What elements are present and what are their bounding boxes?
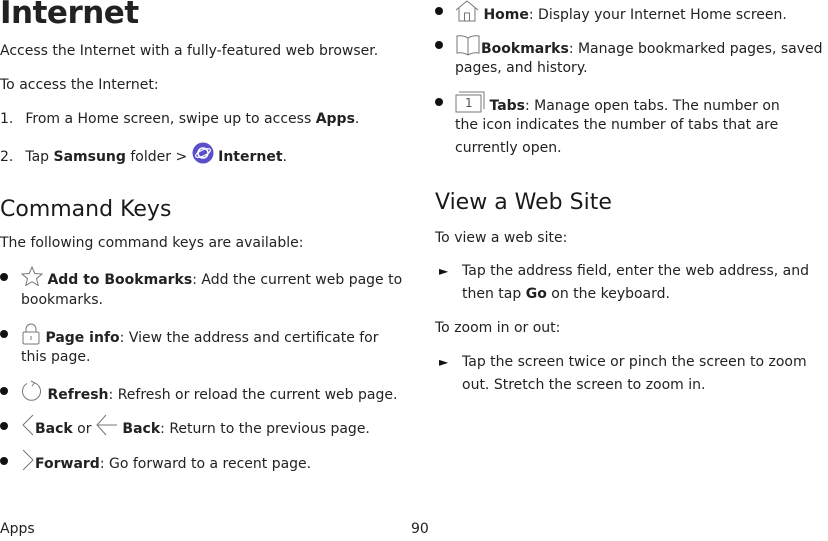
- chevron-left-icon: [21, 414, 35, 444]
- step-text: From a Home screen, swipe up to access: [25, 111, 316, 127]
- key-add-bookmark: Add to Bookmarks: Add the current web page to: [21, 266, 402, 294]
- zoom-intro: To zoom in or out:: [435, 320, 561, 336]
- bullet: [0, 422, 8, 430]
- arrow-back-icon: [96, 414, 118, 444]
- page-number: 90: [411, 521, 429, 537]
- page-title: Internet: [0, 0, 139, 31]
- bullet: [0, 273, 8, 281]
- bullet: [435, 98, 443, 106]
- arrow-bullet-icon: ►: [439, 264, 449, 278]
- step-bold: Apps: [315, 111, 355, 127]
- intro-text: Access the Internet with a fully-featured web browser.: [0, 43, 379, 59]
- home-icon: [455, 0, 479, 30]
- key-bookmarks: Bookmarks: Manage bookmarked pages, saved: [455, 34, 823, 64]
- step-1: 1. From a Home screen, swipe up to access Apps.: [0, 111, 360, 127]
- bullet: [0, 387, 8, 395]
- step-number: 1.: [0, 111, 14, 127]
- arrow-bullet-icon: ►: [439, 355, 449, 369]
- bullet: [435, 41, 443, 49]
- key-back: Back or Back: Return to the previous page.: [21, 414, 370, 444]
- bullet: [0, 330, 8, 338]
- chevron-right-icon: [21, 449, 35, 479]
- key-tabs: 1 Tabs: Manage open tabs. The number on: [455, 91, 780, 121]
- key-page-info: Page info: View the address and certificate for: [21, 323, 379, 353]
- key-forward: Forward: Go forward to a recent page.: [21, 449, 311, 479]
- view-intro: To view a web site:: [435, 230, 568, 246]
- view-step-line2: then tap Go on the keyboard.: [462, 286, 670, 302]
- command-intro: The following command keys are available:: [0, 235, 304, 251]
- footer-section: Apps: [0, 521, 35, 537]
- refresh-icon: [21, 380, 43, 410]
- step-2: 2. Tap Samsung folder > Internet.: [0, 142, 287, 172]
- view-website-heading: View a Web Site: [435, 190, 612, 215]
- tab-count: 1: [465, 96, 473, 110]
- step-number: 2.: [0, 149, 14, 165]
- bullet: [0, 457, 8, 465]
- key-home: Home: Display your Internet Home screen.: [455, 0, 787, 30]
- key-refresh: Refresh: Refresh or reload the current web page.: [21, 380, 397, 410]
- command-keys-heading: Command Keys: [0, 197, 172, 222]
- internet-icon: [192, 142, 214, 172]
- access-label: To access the Internet:: [0, 77, 159, 93]
- bullet: [435, 7, 443, 15]
